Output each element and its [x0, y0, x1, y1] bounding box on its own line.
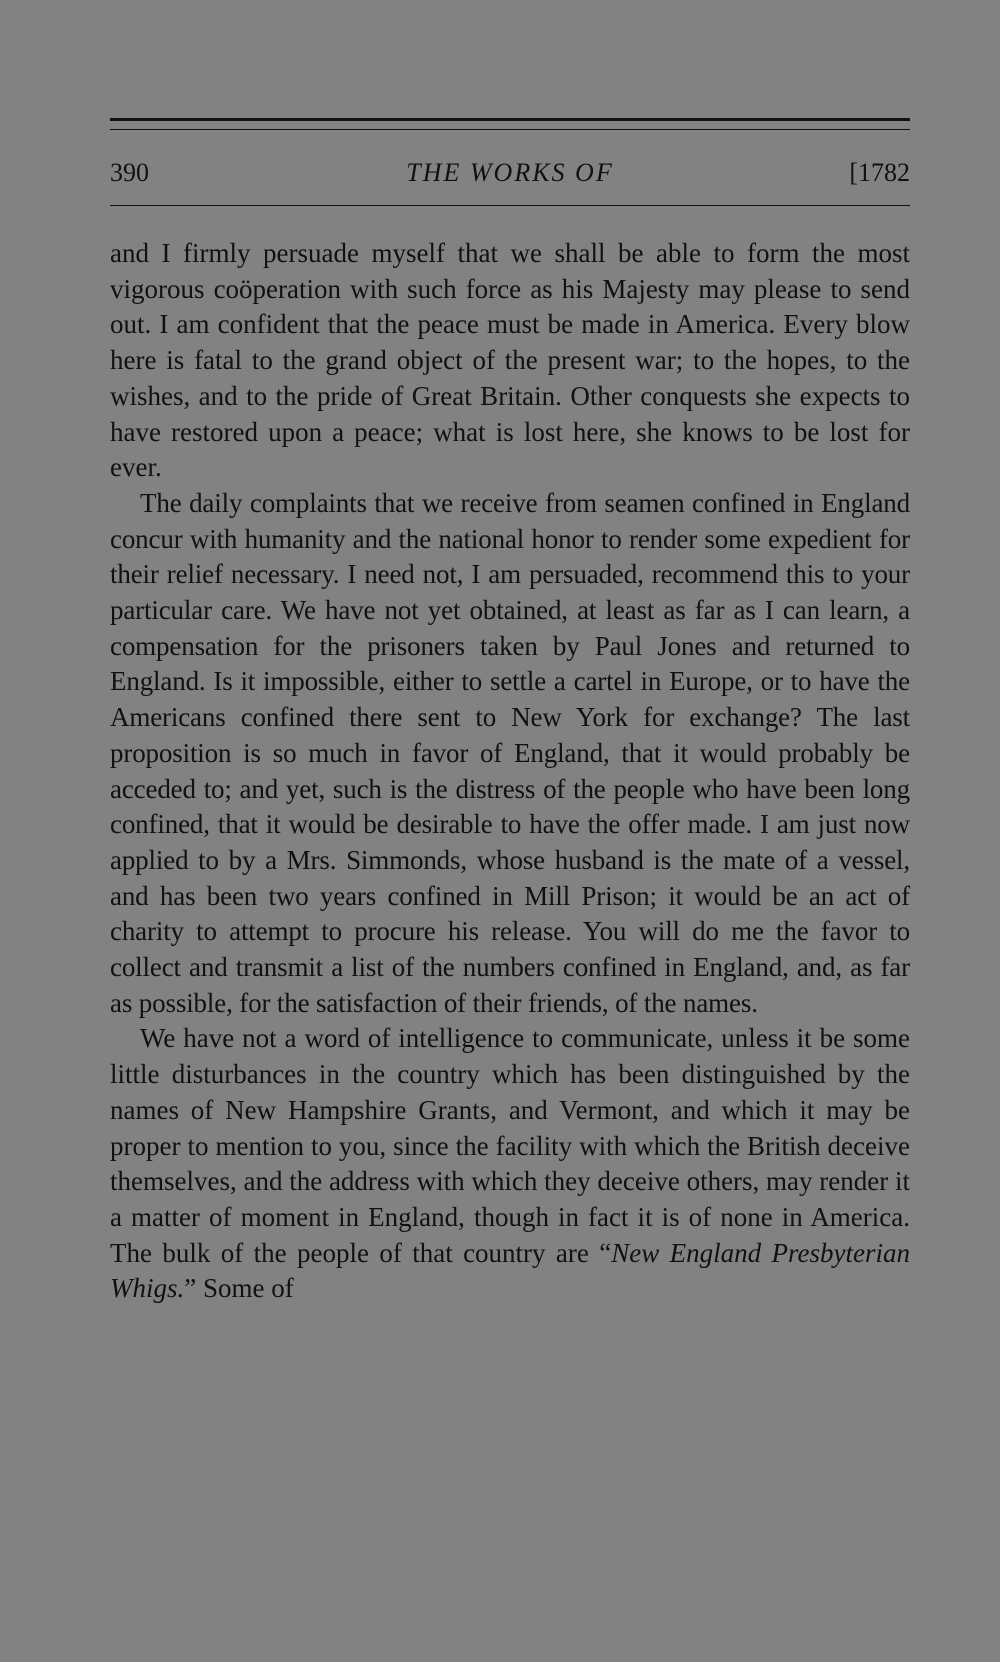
- paragraph-intelligence-tail: Some of: [196, 1273, 294, 1304]
- header-rule-bottom: [110, 205, 910, 206]
- body-text: [110, 236, 910, 1307]
- italic-phrase: New England Presbyterian Whigs.: [110, 1237, 910, 1304]
- header-rule-second: [110, 129, 910, 130]
- paragraph-continued: and I firmly persuade myself that we shall be able to form the most vigorous coöperation with such force as his Majesty may please to send out. I am confident that the peace must be made in America. Every blow here is fatal to the grand object of the present war; to the hopes, to the wishes, and to the pride of Great Britain. Other conquests she expects to have restored upon a peace; what is lost here, she knows to be lost for ever.: [110, 238, 910, 483]
- running-title: THE WORKS OF: [406, 158, 614, 187]
- year-marker: [1782: [849, 158, 910, 187]
- book-page: [110, 0, 910, 1662]
- paragraph-intelligence: [110, 1021, 910, 1307]
- page-number: 390: [110, 158, 149, 187]
- header-rule-top: [110, 118, 910, 121]
- open-quote: “: [599, 1237, 612, 1268]
- paragraph-intelligence-text: We have not a word of intelligence to communicate, unless it be some little disturbances in the country which has been distinguished by the names of New Hampshire Grants, and Vermont, and which it may be proper to mention to you, since the facility with which the British deceive themselves, and the address with which they deceive others, may render it a matter of moment in England, though in fact it is of none in America. The bulk of the people of that country are: [110, 1023, 910, 1268]
- paragraph-prisoners: The daily complaints that we receive from seamen confined in England concur with humanity and the national honor to render some expedient for their relief necessary. I need not, I am persuaded, recommend this to your particular care. We have not yet obtained, at least as far as I can learn, a compensation for the prisoners taken by Paul Jones and returned to England. Is it impossible, either to settle a cartel in Europe, or to have the Americans confined there sent to New York for exchange? The last proposition is so much in favor of England, that it would probably be acceded to; and yet, such is the distress of the people who have been long confined, that it would be desirable to have the offer made. I am just now applied to by a Mrs. Simmonds, whose husband is the mate of a vessel, and has been two years confined in Mill Prison; it would be an act of charity to attempt to procure his release. You will do me the favor to collect and transmit a list of the numbers confined in England, and, as far as possible, for the satisfaction of their friends, of the names.: [110, 487, 910, 1018]
- running-head: [110, 155, 910, 191]
- close-quote: ”: [184, 1273, 197, 1304]
